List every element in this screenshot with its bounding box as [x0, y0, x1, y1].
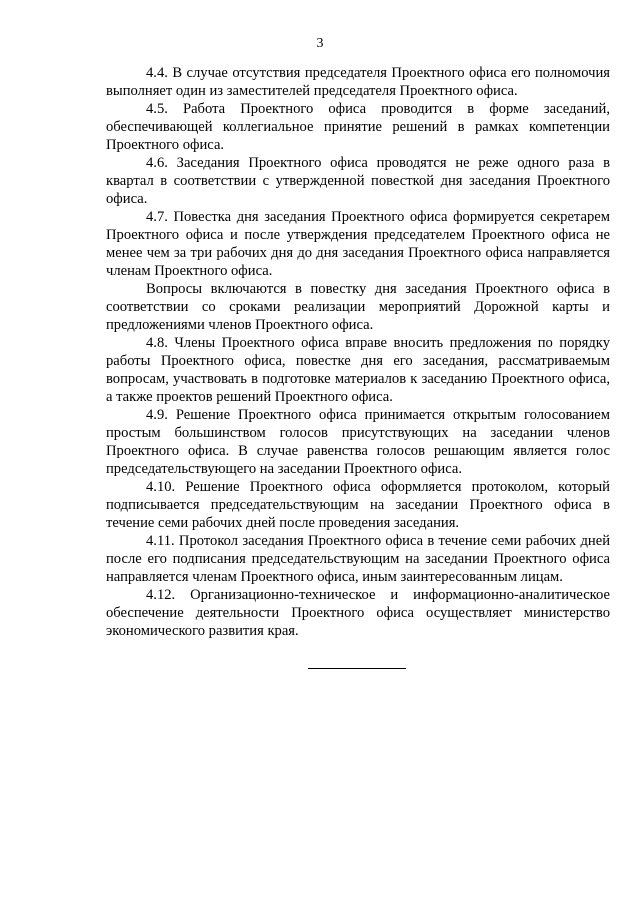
- paragraph-4-11: 4.11. Протокол заседания Проектного офиса в течение семи рабочих дней после его подписания председательствующим на заседании Проектного офиса направляется членам Проектного офиса, иным заинтересованным лицам.: [106, 533, 610, 585]
- paragraph-4-10: 4.10. Решение Проектного офиса оформляется протоколом, который подписывается председательствующим на заседании Проектного офиса в течение семи рабочих дней после проведения заседания.: [106, 479, 610, 531]
- paragraph-4-8: 4.8. Члены Проектного офиса вправе вносить предложения по порядку работы Проектного офиса, повестке дня его заседания, рассматриваемым вопросам, участвовать в подготовке материалов к заседанию Проектного офиса, а также проектов решений Проектного офиса.: [106, 335, 610, 405]
- page-number: 3: [316, 36, 324, 51]
- paragraph-4-7: 4.7. Повестка дня заседания Проектного офиса формируется секретарем Проектного офиса и после утверждения председателем Проектного офиса не менее чем за три рабочих дня до дня заседания Проектного офиса направляется членам Проектного офиса.: [106, 209, 610, 279]
- paragraph-4-5: 4.5. Работа Проектного офиса проводится в форме заседаний, обеспечивающей коллегиальное принятие решений в рамках компетенции Проектного офиса.: [106, 101, 610, 153]
- end-divider-line: [308, 668, 406, 669]
- paragraph-4-6: 4.6. Заседания Проектного офиса проводятся не реже одного раза в квартал в соответствии с утвержденной повесткой дня заседания Проектного офиса.: [106, 155, 610, 207]
- paragraph-4-4: 4.4. В случае отсутствия председателя Проектного офиса его полномочия выполняет один из заместителей председателя Проектного офиса.: [106, 65, 610, 99]
- paragraph-4-7-agenda-questions: Вопросы включаются в повестку дня заседания Проектного офиса в соответствии со сроками реализации мероприятий Дорожной карты и предложениями членов Проектного офиса.: [106, 281, 610, 333]
- paragraph-4-12: 4.12. Организационно-техническое и информационно-аналитическое обеспечение деятельности Проектного офиса осуществляет министерство экономического развития края.: [106, 587, 610, 639]
- paragraph-4-9: 4.9. Решение Проектного офиса принимается открытым голосованием простым большинством голосов присутствующих на заседании членов Проектного офиса. В случае равенства голосов решающим является голос председательствующего на заседании Проектного офиса.: [106, 407, 610, 477]
- document-body: [106, 64, 610, 640]
